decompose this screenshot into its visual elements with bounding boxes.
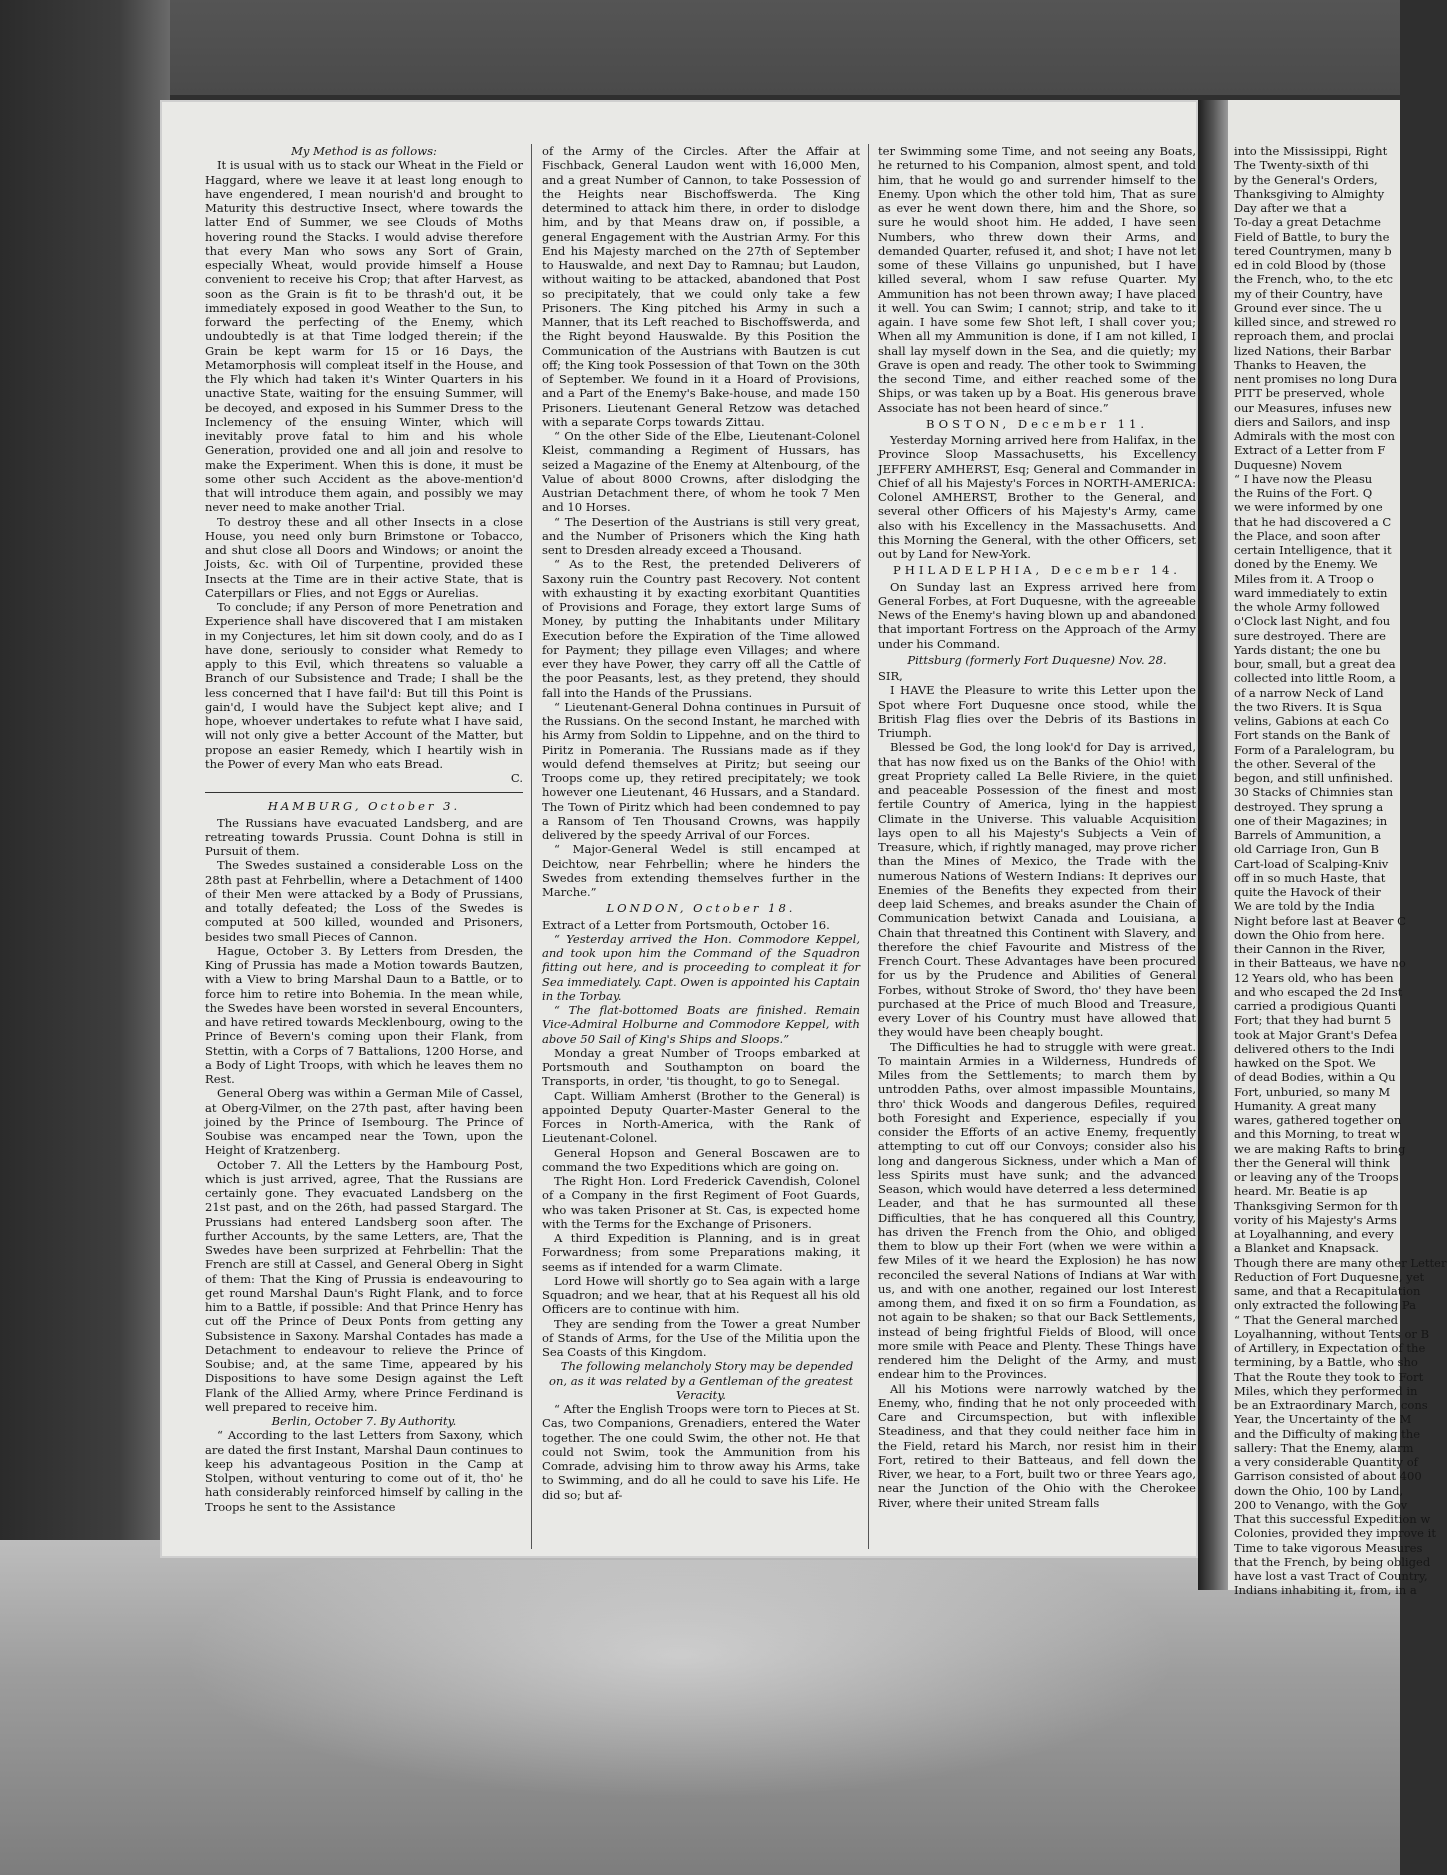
news-paragraph: “ On the other Side of the Elbe, Lieutenant-Colonel Kleist, commanding a Regiment of Hussars, has seized a Magazine of the Enemy at Altenbourg, of the Value of about 8000 Crowns, after dislodging the Austrian Detachment there, of whom he took 7 Men and 10 Horses. [542,429,860,515]
news-paragraph: They are sending from the Tower a great Number of Stands of Arms, for the Use of the Militia upon the Sea Coasts of this Kingdom. [542,1316,860,1359]
facing-page-line: begon, and still unfinished. [1234,771,1394,785]
facing-page-line: PITT be preserved, whole [1234,386,1385,401]
facing-page-line: our Measures, infuses new [1234,400,1392,415]
facing-page-line: the whole Army followed [1234,600,1380,614]
facing-page-line: at Loyalhanning, and every [1234,1227,1394,1241]
facing-page-line: my of their Country, have [1234,286,1383,301]
news-paragraph: A third Expedition is Planning, and is in great Forwardness; from some Preparations making, it seems as if intended for a warm Climate. [542,1231,860,1274]
facing-page-line: the two Rivers. It is Squa [1234,699,1383,714]
news-paragraph: “ According to the last Letters from Saxony, which are dated the first Instant, Marshal Daun continues to keep his advantageous Position in the Camp at Stolpen, without venturing to come out of it, tho' he hath considerably reinforced himself by calling in the Troops he sent to the Assistance [205,1428,523,1514]
column-3 [878,144,1196,1549]
facing-page-line: Fort, unburied, so many M [1234,1084,1391,1099]
facing-page [1228,100,1447,1598]
facing-page-line: Reduction of Fort Duquesne, yet [1234,1269,1425,1284]
facing-page-line: Field of Battle, to bury the [1234,229,1390,244]
facing-page-line: Though there are many other Letter [1234,1255,1447,1270]
facing-page-line: Garrison consisted of about 400 [1234,1469,1422,1484]
facing-page-line: Fort; that they had burnt 5 [1234,1013,1392,1028]
facing-page-line: certain Intelligence, that it [1234,543,1392,557]
facing-page-line: killed since, and strewed ro [1234,315,1397,329]
column-2 [542,144,860,1549]
facing-page-line: Form of a Paralelogram, bu [1234,742,1395,757]
facing-page-line: and the Difficulty of making the [1234,1426,1421,1441]
column-rule [868,144,869,1549]
facing-page-line: off in so much Haste, that [1234,870,1386,885]
facing-page-line: that he had discovered a C [1234,514,1392,529]
facing-page-line: Ground ever since. The u [1234,300,1382,315]
news-paragraph: ter Swimming some Time, and not seeing any Boats, he returned to his Companion, almost spent, and told him, that he would go and surrender himself to the Enemy. Upon which the other told him, That as sure as ever he went down there, him and the Shore, so sure he would shoot him. He added, I have seen Numbers, who threw down their Arms, and demanded Quarter, refused it, and shot; I have not let some of these Villains go unpunished, but I have killed several, whom I saw refuse Quarter. My Ammunition has not been thrown away; I have placed it well. You can Swim; I cannot; strip, and take to it again. I have some few Shot left, I shall cover you; When all my Ammunition is done, if I am not killed, I shall lay myself down in the Sea, and die quietly; my Grave is open and ready. The other took to Swimming the second Time, and either reached some of the Ships, or was taken up by a Boat. His generous brave Associate has not been heard of since.” [878,144,1196,415]
facing-page-line: Thanks to Heaven, the [1234,357,1367,372]
facing-page-line: same, and that a Recapitulation [1234,1284,1421,1298]
facing-page-line: Loyalhanning, without Tents or B [1234,1326,1430,1341]
facing-page-line: quite the Havock of their [1234,885,1381,899]
facing-page-line: We are told by the India [1234,899,1375,914]
facing-page-line: sallery: That the Enemy, alarm [1234,1440,1414,1455]
essay-signature: C. [510,771,523,785]
facing-page-line: Day after we that a [1234,201,1347,215]
dateline-boston: BOSTON, December 11. [925,416,1149,431]
facing-page-line: Night before last at Beaver C [1234,913,1407,928]
news-paragraph: Yesterday Morning arrived here from Halifax, in the Province Sloop Massachusetts, his Excellency JEFFERY AMHERST, Esq; General and Commander in Chief of all his Majesty's Forces in NORTH-AMERICA: Colonel AMHERST, Brother to the General, and several other Officers of his Majesty's Army, came also with his Excellency in the Massachusetts. And this Morning the General, with the other Officers, set out by Land for New-York. [878,433,1196,561]
facing-page-line: To-day a great Detachme [1234,215,1381,230]
facing-page-line: that the French, by being obliged [1234,1554,1431,1569]
essay-paragraph: It is usual with us to stack our Wheat in the Field or Haggard, where we leave it at least long enough to have engendered, I mean nourish'd and brought to Maturity this destructive Insect, where towards the latter End of Summer, we see Clouds of Moths hovering round the Stacks. I would advise therefore that every Man who sows any Sort of Grain, especially Wheat, would provide himself a House convenient to receive his Crop; that after Harvest, as soon as the Grain is fit to be thrash'd out, it be immediately exposed in good Weather to the Sun, to forward the perfecting of the Enemy, which undoubtedly is at that Time lodged therein; if the Grain be kept warm for 15 or 16 Days, the Metamorphosis will compleat itself in the House, and the Fly which had taken it's Winter Quarters in his unactive State, waiting for the ensuing Summer, will be decoyed, and exposed in his Summer Dress to the Inclemency of the ensuing Winter, which will inevitably prove fatal to him and his whole Generation, provided one and all join and resolve to make the Experiment. When this is done, it must be some other such Accident as the above-mention'd that will introduce them again, and possibly we may never need to make another Trial. [205,158,523,515]
facing-page-line: Time to take vigorous Measures [1234,1540,1423,1555]
story-intro: The following melancholy Story may be depended on, as it was related by a Gentleman of the greatest Veracity. [549,1359,854,1402]
facing-page-line: have lost a vast Tract of Country, [1234,1569,1428,1583]
facing-page-line: Miles, which they performed in [1234,1383,1418,1398]
essay-paragraph: To conclude; if any Person of more Penetration and Experience shall have discovered that I am mistaken in my Conjectures, let him sit down cooly, and do as I have done, seriously to consider what Remedy to apply to this Evil, which threatens so valuable a Branch of our Subsistence and Trade; I shall be the less concerned that I have fail'd: But till this Point is gain'd, I would have the Subject kept alive; and I hope, whoever undertakes to refute what I have said, will not only give a better Account of the Matter, but propose an easier Remedy, which I heartily wish in the Power of every Man who eats Bread. [205,600,523,771]
facing-page-line: and who escaped the 2d Inst [1234,984,1403,999]
facing-page-line: Thanksgiving Sermon for th [1234,1198,1398,1213]
news-paragraph: “ After the English Troops were torn to Pieces at St. Cas, two Companions, Grenadiers, entered the Water together. The one could Swim, the other not. He that could not Swim, took the Ammunition from his Comrade, advising him to throw away his Arms, take to Swimming, and do all he could to save his Life. He did so; but af- [542,1402,860,1502]
letter-salutation: SIR, [878,669,903,683]
news-paragraph: “ The flat-bottomed Boats are finished. Remain Vice-Admiral Holburne and Commodore Keppel, with above 50 Sail of King's Ships and Sloops.” [542,1003,860,1046]
facing-page-line: bour, small, but a great dea [1234,657,1396,671]
facing-page-line: o'Clock last Night, and fou [1234,614,1391,629]
facing-page-line: ward immediately to extin [1234,585,1388,600]
facing-page-line: we were informed by one [1234,500,1383,515]
facing-page-line: Yards distant; the one bu [1234,642,1381,657]
facing-page-line: down the Ohio from here. [1234,927,1385,942]
facing-page-line: lized Nations, their Barbar [1234,343,1391,358]
news-paragraph: October 7. All the Letters by the Hambourg Post, which is just arrived, agree, That the Russians are certainly gone. They evacuated Landsberg on the 21st past, and on the 26th, had passed Stargard. The Prussians had entered Landsberg soon after. The further Accounts, by the same Letters, are, That the Swedes have been surprized at Fehrbellin: That the French are still at Cassel, and General Oberg in Sight of them: That the King of Prussia is endeavouring to get round Marshal Daun's Right Flank, and to force him to a Battle, if possible: And that Prince Henry has cut off the Prince of Deux Ponts from getting any Subsistence in Saxony. Marshal Contades has made a Detachment to endeavour to relieve the Prince of Soubise; and, at the same Time, appeared by his Dispositions to have some Design against the Left Flank of the Allied Army, where Prince Ferdinand is well prepared to receive him. [205,1157,523,1414]
facing-page-line: Fort stands on the Bank of [1234,728,1390,743]
facing-page-line: reproach them, and proclai [1234,329,1394,344]
facing-page-line: That the Route they took to Fort [1234,1369,1424,1384]
essay-opening: My Method is as follows: [291,144,437,158]
news-paragraph: “ As to the Rest, the pretended Deliverers of Saxony ruin the Country past Recovery. Not content with exhausting it by exacting exorbitant Quantities of Provisions and Forage, they extort large Sums of Money, by putting the Inhabitants under Military Execution before the Expiration of the Time allowed for Payment; they pillage even Villages; and where ever they have Power, they carry off all the Cattle of the poor Peasants, lest, as they pretend, they should fall into the Hands of the Prussians. [542,557,860,700]
news-paragraph: Monday a great Number of Troops embarked at Portsmouth and Southampton on board the Transports, in order, 'tis thought, to go to Senegal. [542,1045,860,1089]
facing-page-line: velins, Gabions at each Co [1234,714,1389,728]
facing-page-line: or leaving any of the Troops [1234,1170,1399,1184]
news-paragraph: “ Major-General Wedel is still encamped at Deichtow, near Fehrbellin; where he hinders the Swedes from extending themselves further in the Marche.” [542,842,860,899]
facing-page-line: nent promises no long Dura [1234,372,1398,386]
facing-page-line: of dead Bodies, within a Qu [1234,1070,1396,1085]
facing-page-line: heard. Mr. Beatie is ap [1234,1184,1368,1199]
newspaper-page [160,100,1198,1558]
facing-page-line: Cart-load of Scalping-Kniv [1234,856,1389,871]
dateline-pittsburg: Pittsburg (formerly Fort Duquesne) Nov. 28. [907,652,1167,667]
facing-page-line: Duquesne) Novem [1234,457,1343,472]
facing-page-line: be an Extraordinary March, cons [1234,1398,1428,1412]
column-rule [531,144,532,1549]
facing-page-line: took at Major Grant's Defea [1234,1027,1398,1042]
news-paragraph: Lord Howe will shortly go to Sea again with a large Squadron; and we hear, that at his Request all his old Officers are to continue with him. [542,1273,860,1317]
dateline-hamburg: HAMBURG, October 3. [267,799,461,814]
facing-page-line: and this Morning, to treat w [1234,1127,1400,1142]
facing-page-line: Year, the Uncertainty of the M [1234,1412,1412,1427]
facing-page-line: Miles from it. A Troop o [1234,571,1374,586]
facing-page-line: Indians inhabiting it, from, in a [1234,1583,1417,1598]
facing-page-column [1234,144,1447,1604]
dateline-berlin: Berlin, October 7. By Authority. [271,1414,457,1428]
facing-page-line: doned by the Enemy. We [1234,557,1378,572]
section-rule [205,792,523,793]
news-paragraph: “ Yesterday arrived the Hon. Commodore Keppel, and took upon him the Command of the Squadron fitting out here, and is proceeding to compleat it for Sea immediately. Capt. Owen is appointed his Captain in the Torbay. [542,931,860,1003]
facing-page-line: into the Mississippi, Right [1234,144,1388,158]
dateline-london: LONDON, October 18. [606,901,796,916]
letter-paragraph: All his Motions were narrowly watched by the Enemy, who, finding that he not only proceeded with Care and Circumspection, but with inflexible Steadiness, and that they could neither face him in the Field, retard his March, nor resist him in their Fort, retired to their Batteaus, and fell down the River, we hear, to a Fort, built two or three Years ago, near the Junction of the Ohio with the Cherokee River, where their united Stream falls [878,1381,1196,1510]
facing-page-line: wares, gathered together on [1234,1113,1402,1127]
news-paragraph: General Oberg was within a German Mile of Cassel, at Oberg-Vilmer, on the 27th past, after having been joined by the Prince of Isembourg. The Prince of Soubise was encamped near the Town, upon the Height of Kratzenberg. [205,1086,523,1158]
facing-page-line: collected into little Room, a [1234,671,1396,686]
facing-page-line: hawked on the Spot. We [1234,1056,1376,1070]
facing-page-line: Extract of a Letter from F [1234,443,1386,458]
facing-page-line: the Ruins of the Fort. Q [1234,486,1373,500]
scanner-background-top [0,0,1400,95]
dateline-philadelphia: PHILADELPHIA, December 14. [893,563,1181,578]
facing-page-line: ther the General will think [1234,1155,1390,1170]
facing-page-line: only extracted the following Pa [1234,1298,1417,1313]
news-paragraph: “ Lieutenant-General Dohna continues in Pursuit of the Russians. On the second Instant, he marched with his Army from Soldin to Lippehne, and on the third to Piritz in Pomerania. The Russians made as if they would defend themselves at Piritz; but seeing our Troops come up, they retired precipitately; we took however one Lieutenant, 46 Hussars, and a Standard. The Town of Piritz which had been condemned to pay a Ransom of Ten Thousand Crowns, was happily delivered by the speedy Arrival of our Forces. [542,699,860,842]
facing-page-line: a very considerable Quantity of [1234,1455,1418,1469]
facing-page-line: we are making Rafts to bring [1234,1141,1406,1156]
facing-page-line: ed in cold Blood by (those [1234,258,1386,272]
news-paragraph: General Hopson and General Boscawen are to command the two Expeditions which are going on. [542,1145,860,1174]
facing-page-line: Thanksgiving to Almighty [1234,186,1385,201]
facing-page-line: Admirals with the most con [1234,429,1395,443]
facing-page-line: carried a prodigious Quanti [1234,999,1397,1013]
letter-paragraph: The Difficulties he had to struggle with were great. To maintain Armies in a Wilderness, Hundreds of Miles from the Settlements; to march them by untrodden Paths, over almost impassible Mountains, thro' thick Woods and dangerous Defiles, required both Foresight and Experience, especially if you consider the Efforts of an active Enemy, frequently attempting to cut off our Convoys; consider also his long and dangerous Sickness, under which a Man of less Spirits must have sunk; and the advanced Season, which would have deterred a less determined Leader, and that he has surmounted all these Difficulties, that he has conquered all this Country, has driven the French from the Ohio, and obliged them to blow up their Fort (when we were within a few Miles of it we heard the Explosion) he has now reconciled the several Nations of Indians at War with us, and with one another, regained our lost Interest among them, and fixed it on so firm a Foundation, as not again to be shaken; so that our Back Settlements, instead of being frightful Fields of Blood, will once more smile with Peace and Plenty. These Things have rendered him the Delight of the Army, and must endear him to the Provinces. [878,1039,1196,1382]
facing-page-line: 200 to Venango, with the Gov [1234,1497,1408,1512]
facing-page-line: 30 Stacks of Chimnies stan [1234,785,1394,800]
facing-page-line: of Artillery, in Expectation of the [1234,1341,1426,1355]
letter-paragraph: I HAVE the Pleasure to write this Letter upon the Spot where Fort Duquesne once stood, while the British Flag flies over the Debris of its Bastions in Triumph. [878,683,1196,740]
facing-page-line: “ I have now the Pleasu [1234,471,1373,486]
facing-page-line: “ That the General marched [1234,1312,1399,1327]
extract-heading: Extract of a Letter from Portsmouth, October 16. [542,917,830,932]
facing-page-line: diers and Sailors, and insp [1234,414,1391,429]
news-paragraph: Hague, October 3. By Letters from Dresden, the King of Prussia has made a Motion towards Bautzen, with a View to bring Marshal Daun to a Battle, or to force him to retire into Bohemia. In the mean while, the Swedes have been worsted in several Encounters, and have retired towards Mecklenbourg, owing to the Prince of Bevern's coming upon their Flank, from Stettin, with a Corps of 7 Battalions, 1200 Horse, and a Body of Light Troops, with which he leaves them no Rest. [205,943,523,1086]
facing-page-line: the French, who, to the etc [1234,272,1394,287]
news-paragraph: The Right Hon. Lord Frederick Cavendish, Colonel of a Company in the first Regiment of Foot Guards, who was taken Prisoner at St. Cas, is expected home with the Terms for the Exchange of Prisoners. [542,1174,860,1231]
facing-page-line: the Place, and soon after [1234,528,1381,543]
facing-page-line: their Cannon in the River, [1234,942,1386,956]
facing-page-line: vority of his Majesty's Arms [1234,1212,1397,1227]
facing-page-line: Barrels of Ammunition, a [1234,828,1382,842]
facing-page-line: delivered others to the Indi [1234,1041,1395,1056]
facing-page-line: tered Countrymen, many b [1234,243,1392,258]
column-1 [205,144,523,1549]
facing-page-line: one of their Magazines; in [1234,813,1388,828]
facing-page-line: by the General's Orders, [1234,172,1378,187]
facing-page-line: Colonies, provided they improve it [1234,1526,1436,1541]
facing-page-line: of a narrow Neck of Land [1234,685,1384,700]
facing-page-line: destroyed. They sprung a [1234,799,1384,814]
facing-page-line: sure destroyed. There are [1234,628,1386,643]
news-paragraph: Capt. William Amherst (Brother to the General) is appointed Deputy Quarter-Master General to the Forces in North-America, with the Rank of Lieutenant-Colonel. [542,1088,860,1146]
facing-page-line: a Blanket and Knapsack. [1234,1241,1379,1256]
facing-page-line: in their Batteaus, we have no [1234,956,1406,971]
news-paragraph: On Sunday last an Express arrived here from General Forbes, at Fort Duquesne, with the agreeable News of the Enemy's having blown up and abandoned that important Fortress on the Approach of the Army under his Command. [878,579,1196,651]
facing-page-line: 12 Years old, who has been [1234,970,1394,985]
facing-page-line: old Carriage Iron, Gun B [1234,842,1380,857]
book-gutter [1198,100,1228,1590]
facing-page-line: termining, by a Battle, who sho [1234,1355,1418,1370]
facing-page-line: the other. Several of the [1234,756,1376,771]
news-paragraph: The Swedes sustained a considerable Loss on the 28th past at Fehrbellin, where a Detachment of 1400 of their Men were attacked by a Body of Prussians, and totally defeated; the Loss of the Swedes is computed at 500 killed, wounded and Prisoners, besides two small Pieces of Cannon. [205,858,523,944]
news-paragraph: The Russians have evacuated Landsberg, and are retreating towards Prussia. Count Dohna is still in Pursuit of them. [205,815,523,858]
news-paragraph: “ The Desertion of the Austrians is still very great, and the Number of Prisoners which the King hath sent to Dresden already exceed a Thousand. [542,514,860,557]
facing-page-line: Humanity. A great many [1234,1098,1377,1113]
news-paragraph: of the Army of the Circles. After the Affair at Fischback, General Laudon went with 16,000 Men, and a great Number of Cannon, to take Possession of the Heights near Bischoffswerda. The King determined to attack him there, in order to dislodge him, and by that Means draw on, if possible, a general Engagement with the Austrian Army. For this End his Majesty marched on the 27th of September to Hauswalde, and next Day to Ramnau; but Laudon, without waiting to be attacked, abandoned that Post so precipitately, that we could only take a few Prisoners. The King pitched his Army in such a Manner, that its Left reached to Bischoffswerda, and the Right beyond Hauswalde. By this Position the Communication of the Austrians with Bautzen is cut off; the King took Possession of that Town on the 30th of September. We found in it a Hoard of Provisions, and a Part of the Enemy's Bake-house, and made 150 Prisoners. Lieutenant General Retzow was detached with a separate Corps towards Zittau. [542,144,860,429]
facing-page-line: The Twenty-sixth of thi [1234,158,1369,173]
scanner-glare [180,1560,1180,1800]
facing-page-line: down the Ohio, 100 by Land, [1234,1483,1404,1498]
letter-paragraph: Blessed be God, the long look'd for Day is arrived, that has now fixed us on the Banks of the Ohio! with great Propriety called La Belle Riviere, in the quiet and peaceable Possession of the finest and most fertile Country of America, lying in the happiest Climate in the Universe. This valuable Acquisition lays open to all his Majesty's Subjects a Vein of Treasure, which, if rightly managed, may prove richer than the Mines of Mexico, the Trade with the numerous Nations of Western Indians: It deprives our Enemies of the Benefits they expected from their deep laid Schemes, and breaks asunder the Chain of Communication betwixt Canada and Louisiana, a Chain that threatned this Continent with Slavery, and therefore the chief Favourite and Mistress of the French Court. These Advantages have been procured for us by the Prudence and Abilities of General Forbes, without Stroke of Sword, tho' they have been purchased at the Price of much Blood and Treasure, every Lover of his Country must have allowed that they would have been cheaply bought. [878,740,1196,1040]
facing-page-line: That this successful Expedition w [1234,1512,1431,1526]
essay-paragraph: To destroy these and all other Insects in a close House, you need only burn Brimstone or Tobacco, and shut close all Doors and Windows; or anoint the Joists, &c. with Oil of Turpentine, provided these Insects at the Time are in their active State, that is Caterpillars or Flies, and not Eggs or Aurelias. [205,514,523,600]
